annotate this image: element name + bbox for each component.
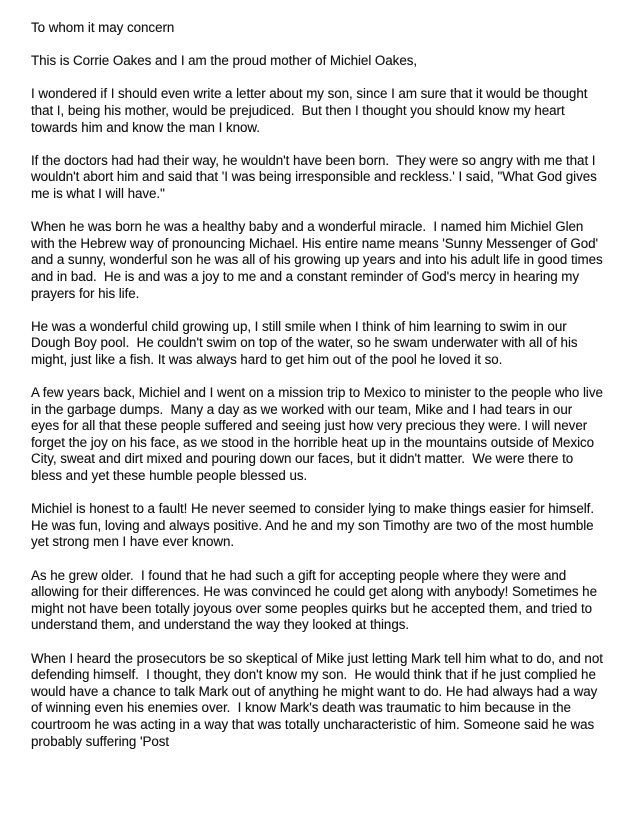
- letter-paragraph-mission-trip: A few years back, Michiel and I went on a mission trip to Mexico to minister to the people who live in the garbage dumps. Many a day as we worked with our team, Mike and I had tears in our eyes for all that these people suffered and seeing just how very precious they were. I will never forget the joy on his face, as we stood in the horrible heat up in the mountains outside of Mexico City, sweat and dirt mixed and pouring down our faces, but it didn't matter. We were there to bless and yet these humble people blessed us.: [31, 385, 607, 484]
- salutation: To whom it may concern: [31, 20, 175, 35]
- letter-paragraph-prosecutors: When I heard the prosecutors be so skeptical of Mike just letting Mark tell him what to do, and not defending himself. I thought, they don't know my son. He would think that if he just complied he would have a chance to talk Mark out of anything he might want to do. He had always had a way of winning even his enemies over. I know Mark's death was traumatic to him because in the courtroom he was acting in a way that was totally uncharacteristic of him. Someone said he was probably suffering 'Post: [31, 650, 607, 749]
- letter-paragraph-intro: This is Corrie Oakes and I am the proud mother of Michiel Oakes,: [31, 53, 418, 69]
- letter-paragraph-honesty: Michiel is honest to a fault! He never seemed to consider lying to make things easier for himself. He was fun, loving and always positive. And he and my son Timothy are two of the most humble yet strong men I have ever known.: [31, 501, 602, 550]
- letter-paragraph-why-writing: I wondered if I should even write a letter about my son, since I am sure that it would be thought that I, being his mother, would be prejudiced. But then I thought you should know my heart towards him and know the man I know.: [31, 86, 592, 135]
- letter-paragraph-accepting-people: As he grew older. I found that he had such a gift for accepting people where they were and allowing for their differences. He was convinced he could get along with anybody! Sometimes he might not have been totally joyous over some peoples quirks but he accepted them, and tried to understand them, and understand the way they looked at things.: [31, 567, 601, 633]
- letter-paragraph-birth-name: When he was born he was a healthy baby and a wonderful miracle. I named him Michiel Glen with the Hebrew way of pronouncing Michael. His entire name means 'Sunny Messenger of God' and a sunny, wonderful son he was all of his growing up years and into his adult life in good times and in bad. He is and was a joy to me and a constant reminder of God's mercy in hearing my prayers for his life.: [31, 219, 607, 301]
- letter-paragraph-childhood-swim: He was a wonderful child growing up, I still smile when I think of him learning to swim in our Dough Boy pool. He couldn't swim on top of the water, so he swam underwater with all of his might, just like a fish. It was always hard to get him out of the pool he loved it so.: [31, 318, 582, 367]
- letter-body: [31, 20, 607, 750]
- letter-paragraph-doctors: If the doctors had had their way, he wouldn't have been born. They were so angry with me that I wouldn't abort him and said that 'I was being irresponsible and reckless.' I said, "What God gives me is what I will have.": [31, 152, 601, 201]
